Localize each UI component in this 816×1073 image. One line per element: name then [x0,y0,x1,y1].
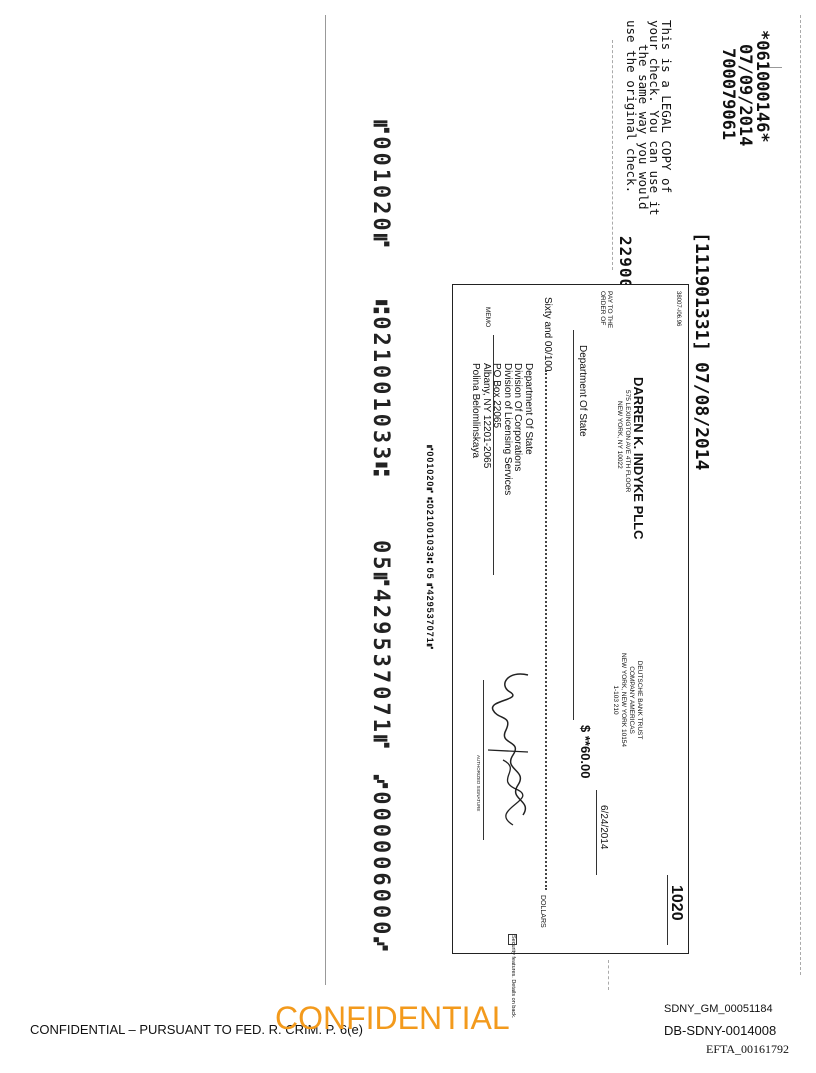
payee-line [573,330,574,720]
address-line-1: Department Of State [523,363,534,455]
authorized-signature-label: AUTHORIZED SIGNATURE [476,755,481,812]
note-line-4: use the original check. [624,20,640,194]
pay-to-label [599,291,613,328]
payer-address-2: NEW YORK, NY 10022 [616,401,623,469]
check-micr-line: ⑈001020⑈ ⑆021001033⑆ 05 ⑈429537071⑈ [425,445,435,651]
pay-to-label-line-2: ORDER OF [599,291,606,326]
check-number-rule [667,875,668,945]
note-line-1: This is a LEGAL COPY of [659,20,674,194]
pay-to-label-line-1: PAY TO THE [606,291,613,329]
memo-label: MEMO [484,307,491,328]
mid-dash-line-lower [608,960,609,990]
header-line-1: *061000146* [752,30,772,143]
payee-address-block [470,363,533,495]
mid-dash-line [612,40,613,270]
bank-line-3: NEW YORK, NEW YORK 10154 [620,653,627,748]
header-line-2: 07/09/2014 [735,44,755,147]
dollars-label: DOLLARS [539,895,546,928]
address-line-6: Polina Belomlinskaya [470,363,482,459]
payee-name: Department Of State [577,345,588,437]
confidential-notice: CONFIDENTIAL – PURSUANT TO FED. R. CRIM. P. 6(e) [30,1022,364,1037]
security-icon [508,934,517,945]
confidential-watermark: CONFIDENTIAL [275,1000,510,1036]
check-number: 1020 [668,885,685,921]
amount-words-fill [545,370,547,890]
address-line-5: Albany, NY 12201-2065 [481,363,492,469]
amount-words: Sixty and 00/100 [542,297,553,372]
check-top-code: 38007-/06.96 [675,291,681,327]
amount-box: $ **60.00 [578,725,593,779]
date-line [596,790,597,875]
address-line-3: Division of Licensing Services [502,363,513,496]
check-image [425,284,689,954]
address-line-2: Division Of Corporations [512,363,524,472]
memo-line [493,335,494,575]
payer-address-1: 575 LEXINGTON AVE 4TH FLOOR [624,390,631,493]
micr-routing-number: ⑆021001033⑆ [368,300,393,479]
right-frame-line [800,15,801,975]
security-note: Security features. Details on back. [510,935,516,1019]
bank-name-block [611,653,643,747]
note-line-2: your check. You can use it [647,20,663,216]
micr-account-number: 05⑈429537071⑈ [368,540,393,752]
bank-line-1: DEUTSCHE BANK TRUST [636,660,643,740]
header-line-3: 700079061 [718,48,738,141]
micr-amount: ⑇000006000⑇ [368,775,393,954]
bates-number-3: EFTA_00161792 [706,1042,790,1056]
note-line-3: the same way you would [636,44,651,210]
address-line-4: PO Box 22065 [491,363,503,429]
capture-routing-date: [111901331] 07/08/2014 [691,232,712,471]
left-frame-line [325,15,326,985]
bank-line-4: 1-103 210 [612,685,619,715]
bates-number-1: SDNY_GM_00051184 [664,1003,773,1015]
legal-copy-note [626,20,672,216]
micr-check-number: ⑈001020⑈ [368,120,393,250]
legal-copy-header [719,30,770,146]
payer-name: DARREN K. INDYKE PLLC [631,377,646,540]
bank-line-2: COMPANY AMERICAS [628,666,635,734]
signature-line [483,680,484,840]
bates-number-2: DB-SDNY-0014008 [664,1023,777,1038]
check-date: 6/24/2014 [598,805,609,850]
